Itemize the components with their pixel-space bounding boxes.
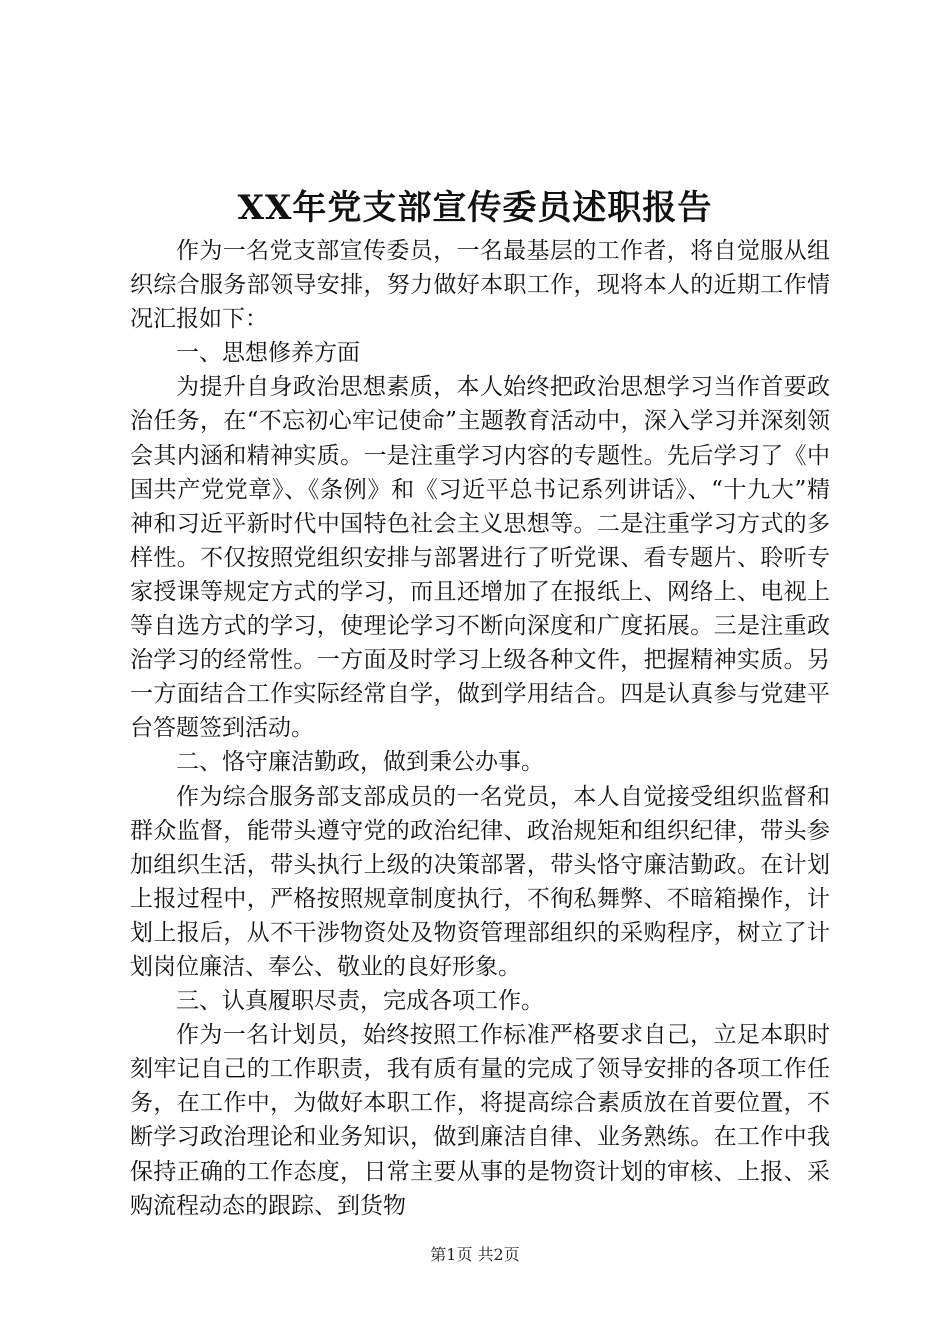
paragraph-section-1: 为提升自身政治思想素质，本人始终把政治思想学习当作首要政治任务，在“不忘初心牢记使命”主题教育活动中，深入学习并深刻领会其内涵和精神实质。一是注重学习内容的专题性。先后学习了《中国共产党党章》、《条例》和《习近平总书记系列讲话》、“十九大”精神和习近平新时代中国特色社会主义思想等。二是注重学习方式的多样性。不仅按照党组织安排与部署进行了听党课、看专题片、聆听专家授课等规定方式的学习，而且还增加了在报纸上、网络上、电视上等自选方式的学习，使理论学习不断向深度和广度拓展。三是注重政治学习的经常性。一方面及时学习上级各种文件，把握精神实质。另一方面结合工作实际经常自学，做到学用结合。四是认真参与党建平台答题签到活动。: [130, 374, 830, 742]
document-body: [130, 234, 830, 1223]
section-heading-1: 一、思想修养方面: [176, 340, 360, 367]
section-heading-2: 二、恪守廉洁勤政，做到秉公办事。: [176, 749, 544, 776]
paragraph-section-2: 作为综合服务部支部成员的一名党员，本人自觉接受组织监督和群众监督，能带头遵守党的政治纪律、政治规矩和组织纪律，带头参加组织生活，带头执行上级的决策部署，带头恪守廉洁勤政。在计划上报过程中，严格按照规章制度执行，不徇私舞弊、不暗箱操作，计划上报后，从不干涉物资处及物资管理部组织的采购程序，树立了计划岗位廉洁、奉公、敬业的良好形象。: [130, 783, 830, 980]
section-heading-3: 三、认真履职尽责，完成各项工作。: [176, 988, 544, 1015]
document-title: XX年党支部宣传委员述职报告: [237, 188, 713, 228]
paragraph-section-3: 作为一名计划员，始终按照工作标准严格要求自己，立足本职时刻牢记自己的工作职责，我有质有量的完成了领导安排的各项工作任务，在工作中，为做好本职工作，将提高综合素质放在首要位置，不断学习政治理论和业务知识，做到廉洁自律、业务熟练。在工作中我保持正确的工作态度，日常主要从事的是物资计划的审核、上报、采购流程动态的跟踪、到货物: [130, 1022, 830, 1219]
page-number-footer: 第1页 共2页: [430, 1245, 520, 1264]
paragraph-intro: 作为一名党支部宣传委员，一名最基层的工作者，将自觉服从组织综合服务部领导安排，努力做好本职工作，现将本人的近期工作情况汇报如下：: [130, 238, 830, 333]
